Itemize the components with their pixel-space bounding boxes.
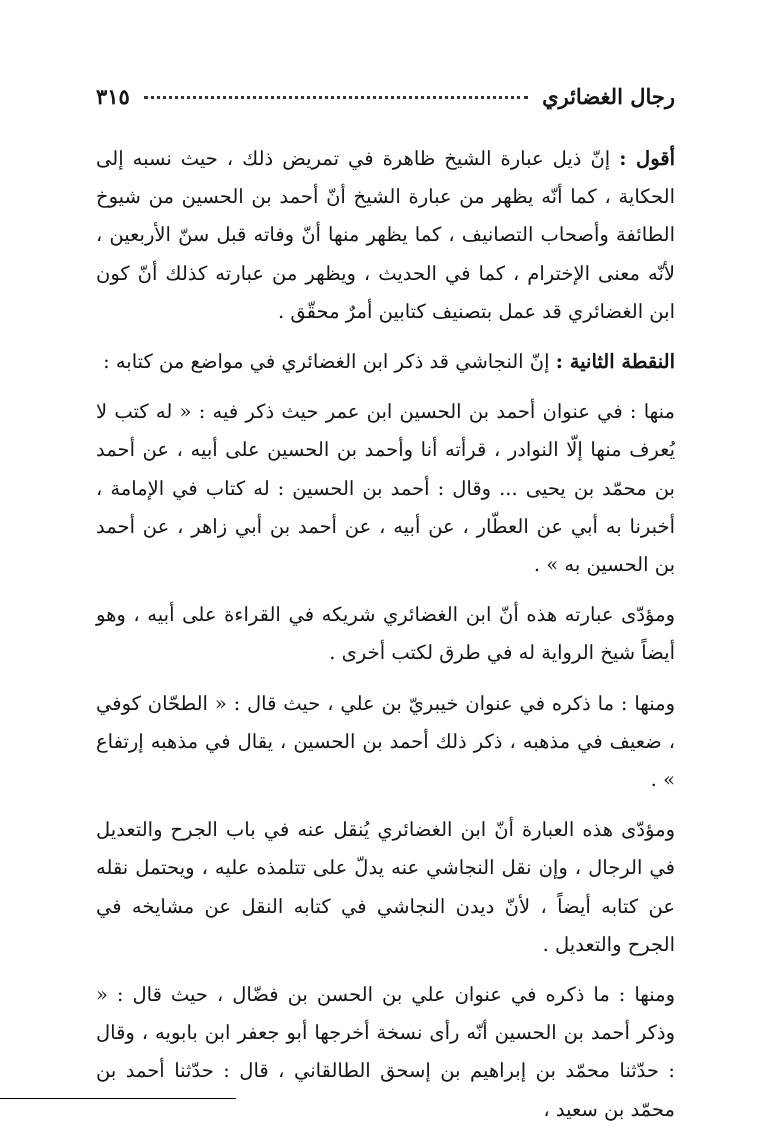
book-title: رجال الغضائري [542,84,675,109]
page-body [96,140,675,1129]
paragraph-first-implication [96,596,675,672]
paragraph-text: إنّ ذيل عبارة الشيخ ظاهرة في تمريض ذلك ، حيث نسبه إلى الحكاية ، كما أنّه يظهر من عبارة الشيخ أنّ أحمد بن الحسين من شيوخ الطائفة وأصحاب التصانيف ، كما يظهر منها أنّ وفاته قبل سنّ الأربعين ، لأنّه معنى الإخترام ، كما في الحديث ، ويظهر من عبارته كذلك أنّ كون ابن الغضائري قد عمل بتصنيف كتابين أمرٌ محقّق . [96,147,675,323]
paragraph-text: إنّ النجاشي قد ذكر ابن الغضائري في مواضع من كتابه : [103,350,556,374]
paragraph-third-citation [96,976,675,1129]
paragraph-second-citation [96,685,675,800]
paragraph-text: ومنها : ما ذكره في عنوان علي بن الحسن بن فضّال ، حيث قال : « وذكر أحمد بن الحسين أنّه رأى نسخة أخرجها أبو جعفر ابن بابويه ، وقال : حدّثنا محمّد بن إبراهيم بن إسحق الطالقاني ، قال : حدّثنا أحمد بن محمّد بن سعيد ، [96,983,675,1121]
paragraph-first-citation [96,393,675,584]
paragraph-text: منها : في عنوان أحمد بن الحسين ابن عمر حيث ذكر فيه : « له كتب لا يُعرف منها إلّا النوادر ، قرأته أنا وأحمد بن الحسين على أبيه ، عن أحمد بن محمّد بن يحيى ... وقال : أحمد بن الحسين : له كتاب في الإمامة ، أخبرنا به أبي عن العطّار ، عن أبيه ، عن أحمد بن أبي زاهر ، عن أحمد بن الحسين به » . [96,400,675,577]
dotted-leader [144,96,528,99]
paragraph-lead: أقول : [619,147,676,170]
paragraph-commentary [96,140,675,331]
bottom-rule [0,1098,236,1099]
paragraph-lead: النقطة الثانية : [555,350,675,374]
page-number: ٣١٥ [96,84,130,109]
paragraph-second-implication [96,811,675,964]
paragraph-text: ومؤدّى عبارته هذه أنّ ابن الغضائري شريكه في القراءة على أبيه ، وهو أيضاً شيخ الرواية له في طرق لكتب أخرى . [96,603,675,665]
paragraph-text: ومنها : ما ذكره في عنوان خيبريّ بن علي ، حيث قال : « الطحّان كوفي ، ضعيف في مذهبه ، ذكر ذلك أحمد بن الحسين ، يقال في مذهبه إرتفاع » . [96,691,675,792]
paragraph-second-point [96,343,675,381]
running-header [96,84,675,118]
paragraph-text: ومؤدّى هذه العبارة أنّ ابن الغضائري يُنقل عنه في باب الجرح والتعديل في الرجال ، وإن نقل النجاشي عنه يدلّ على تتلمذه عليه ، ويحتمل نقله عن كتابه أيضاً ، لأنّ ديدن النجاشي في كتابه النقل عن مشايخه في الجرح والتعديل . [96,818,675,956]
